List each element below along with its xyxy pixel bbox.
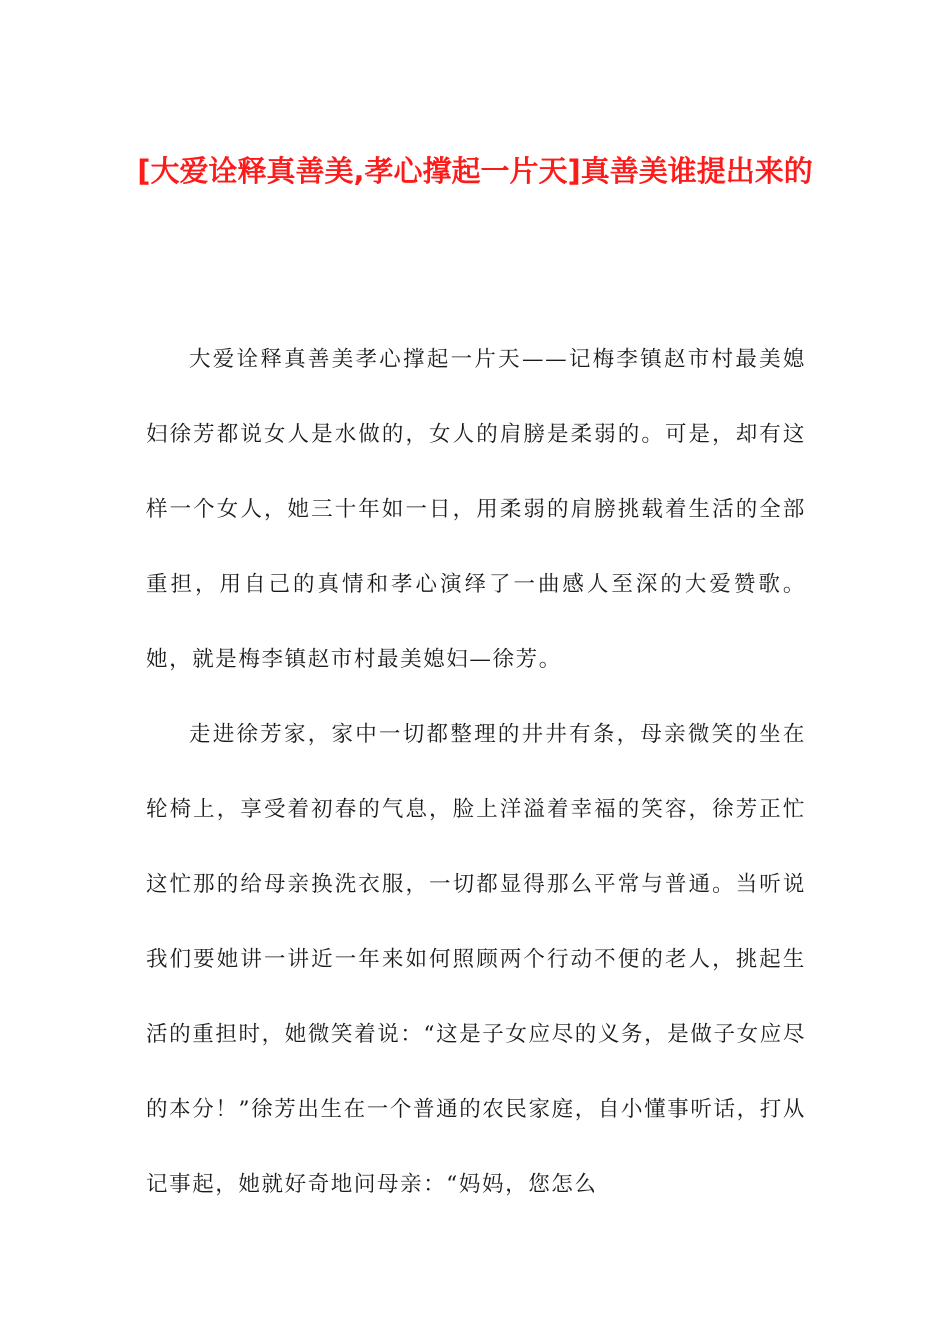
- document-body: [146, 322, 806, 1222]
- paragraph-1: 大爱诠释真善美孝心撑起一片天——记梅李镇赵市村最美媳妇徐芳都说女人是水做的，女人的肩膀是柔弱的。可是，却有这样一个女人，她三十年如一日，用柔弱的肩膀挑载着生活的全部重担，用自己的真情和孝心演绎了一曲感人至深的大爱赞歌。她，就是梅李镇赵市村最美媳妇—徐芳。: [146, 347, 806, 672]
- paragraph-2: 走进徐芳家，家中一切都整理的井井有条，母亲微笑的坐在轮椅上，享受着初春的气息，脸上洋溢着幸福的笑容，徐芳正忙这忙那的给母亲换洗衣服，一切都显得那么平常与普通。当听说我们要她讲一讲近一年来如何照顾两个行动不便的老人，挑起生活的重担时，她微笑着说：“这是子女应尽的义务，是做子女应尽的本分！”徐芳出生在一个普通的农民家庭，自小懂事听话，打从记事起，她就好奇地问母亲：“妈妈，您怎么: [146, 722, 806, 1197]
- document-title: [大爱诠释真善美,孝心撑起一片天]真善美谁提出来的: [137, 154, 813, 188]
